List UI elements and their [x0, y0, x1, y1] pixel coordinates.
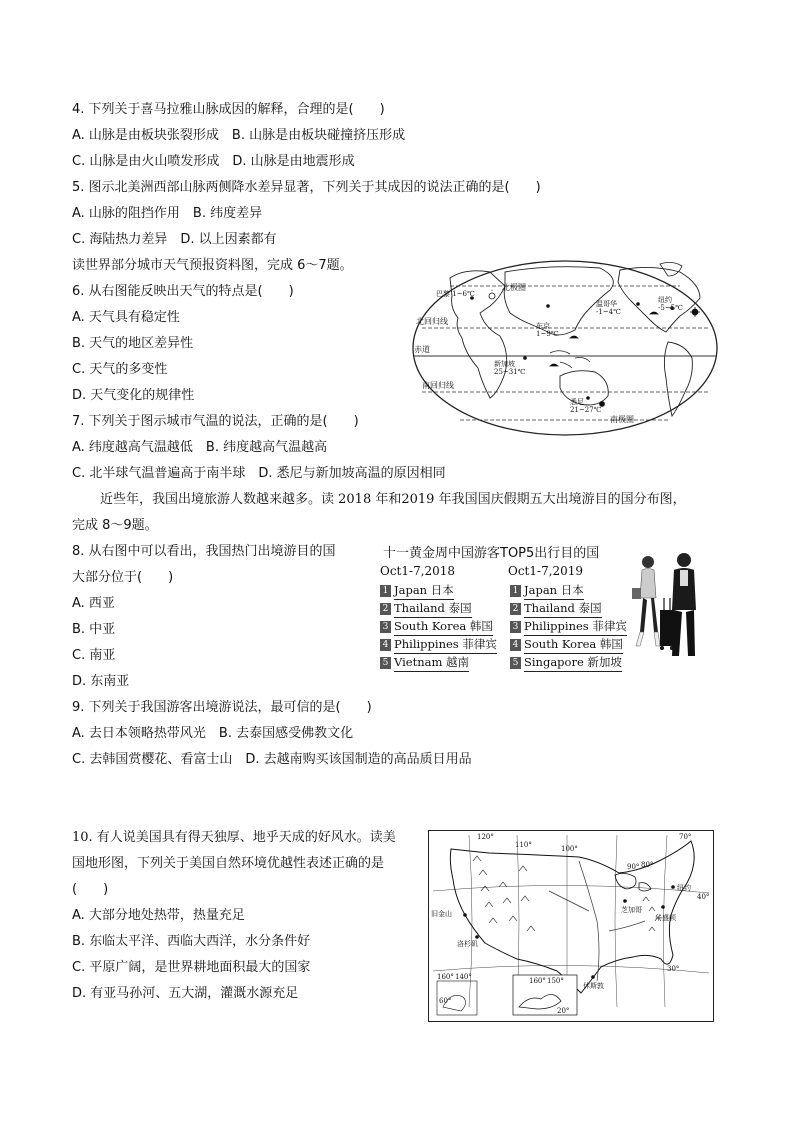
rank-number: 1	[380, 585, 391, 597]
city-los-angeles: 洛杉矶	[457, 940, 478, 948]
rank-2018-4	[380, 636, 497, 654]
q7-options-ab: A. 纬度越高气温越低 B. 纬度越高气温越高	[72, 440, 328, 455]
rank-country: Vietnam 越南	[394, 654, 469, 672]
q9-stem: 9. 下列关于我国游客出境游说法，最可信的是( )	[72, 700, 372, 715]
city-temp: 21~27℃	[570, 406, 602, 414]
intro-8-9-line2: 完成 8～9题。	[72, 518, 158, 533]
lon-100: 100°	[561, 845, 578, 853]
q6-stem: 6. 从右图能反映出天气的特点是( )	[72, 284, 294, 299]
lon-120: 120°	[477, 833, 494, 841]
city-washington: 华盛顿	[655, 914, 676, 922]
label-tropic-cancer: 北回归线	[416, 317, 448, 326]
column-heading-2019: Oct1-7,2019	[508, 564, 584, 578]
label-arctic-circle: 北极圈	[502, 283, 526, 292]
rank-country: Singapore 新加坡	[524, 654, 622, 672]
q6-option-d: D. 天气变化的规律性	[72, 388, 195, 403]
q5-options-cd: C. 海陆热力差异 D. 以上因素都有	[72, 232, 277, 247]
q10-stem-line3: ( )	[72, 882, 109, 897]
city-temp: 1~9℃	[536, 330, 559, 338]
city-name: 东京	[536, 322, 550, 330]
rank-number: 2	[380, 603, 391, 615]
city-sydney	[570, 398, 602, 414]
rank-country: Philippines 菲律宾	[524, 618, 627, 636]
rank-number: 4	[380, 639, 391, 651]
city-name: 纽约	[658, 296, 672, 304]
inset-label-160b: 160°	[529, 977, 546, 985]
q10-option-c: C. 平原广阔，是世界耕地面积最大的国家	[72, 960, 311, 975]
q9-options-cd: C. 去韩国赏樱花、看富士山 D. 去越南购买该国制造的高品质日用品	[72, 752, 472, 767]
city-temp: -5~5℃	[658, 304, 683, 312]
inset-label-20: 20°	[557, 1007, 570, 1015]
q5-options-ab: A. 山脉的阻挡作用 B. 纬度差异	[72, 206, 263, 221]
rank-country: Philippines 菲律宾	[394, 636, 497, 654]
rank-country: Japan 日本	[524, 582, 584, 600]
q8-option-b: B. 中亚	[72, 622, 116, 637]
rank-2018-3	[380, 618, 493, 636]
q10-stem-line2: 国地形图，下列关于美国自然环境优越性表述正确的是	[72, 856, 385, 871]
city-temp: 25~31℃	[494, 368, 526, 376]
city-houston: 休斯敦	[583, 982, 604, 990]
q8-stem-line2: 大部分位于( )	[72, 570, 174, 585]
lat-30: 30°	[667, 965, 680, 973]
inset-label-60: 60°	[439, 997, 452, 1005]
lon-80: 80°	[641, 861, 654, 869]
column-heading-2018: Oct1-7,2018	[380, 564, 456, 578]
city-singapore	[494, 360, 526, 376]
rank-country: Thailand 泰国	[394, 600, 472, 618]
lon-90: 90°	[627, 863, 640, 871]
rank-number: 5	[510, 657, 521, 669]
rank-number: 5	[380, 657, 391, 669]
rank-2019-1	[510, 582, 584, 600]
rank-country: South Korea 韩国	[394, 618, 493, 636]
q10-stem-line1: 10. 有人说美国具有得天独厚、地乎天成的好风水。读美	[72, 830, 396, 845]
q4-stem: 4. 下列关于喜马拉雅山脉成因的解释，合理的是( )	[72, 102, 385, 117]
q5-stem: 5. 图示北美洲西部山脉两侧降水差异显著，下列关于其成因的说法正确的是( )	[72, 180, 541, 195]
city-vancouver	[596, 300, 621, 316]
rank-2018-2	[380, 600, 472, 618]
q6-option-c: C. 天气的多变性	[72, 362, 168, 377]
city-new-york	[658, 296, 683, 312]
rank-number: 2	[510, 603, 521, 615]
inset-label-140: 140°	[455, 973, 472, 981]
q7-stem: 7. 下列关于图示城市气温的说法，正确的是( )	[72, 414, 359, 429]
rank-number: 3	[380, 621, 391, 633]
q7-options-cd: C. 北半球气温普遍高于南半球 D. 悉尼与新加坡高温的原因相同	[72, 466, 446, 481]
city-name: 悉尼	[570, 398, 584, 406]
q8-option-c: C. 南亚	[72, 648, 116, 663]
rank-2018-5	[380, 654, 469, 672]
world-map-graphic	[410, 258, 720, 438]
rank-country: Japan 日本	[394, 582, 454, 600]
city-name: 巴黎	[436, 290, 450, 298]
city-name: 温哥华	[596, 300, 617, 308]
rank-2019-4	[510, 636, 623, 654]
rank-number: 3	[510, 621, 521, 633]
q4-options-ab: A. 山脉是由板块张裂形成 B. 山脉是由板块碰撞挤压形成	[72, 128, 406, 143]
city-temp: 1~6℃	[452, 290, 475, 298]
lon-110: 110°	[515, 841, 532, 849]
travelers-illustration	[626, 548, 718, 666]
rank-2018-1	[380, 582, 454, 600]
q4-options-cd: C. 山脉是由火山喷发形成 D. 山脉是由地震形成	[72, 154, 355, 169]
travel-table-title: 十一黄金周中国游客TOP5出行目的国	[383, 546, 600, 561]
city-chicago: 芝加哥	[621, 906, 642, 914]
us-map-graphic	[429, 831, 713, 1021]
q8-option-a: A. 西亚	[72, 596, 115, 611]
rank-country: Thailand 泰国	[524, 600, 602, 618]
city-tokyo	[536, 322, 559, 338]
us-terrain-map	[428, 830, 714, 1022]
inset-label-160a: 160°	[437, 973, 454, 981]
q6-option-a: A. 天气具有稳定性	[72, 310, 180, 325]
q10-option-b: B. 东临太平洋、西临大西洋，水分条件好	[72, 934, 311, 949]
city-paris	[436, 290, 475, 298]
rank-number: 1	[510, 585, 521, 597]
city-temp: -1~4℃	[596, 308, 621, 316]
label-tropic-capricorn: 南回归线	[422, 381, 454, 390]
rank-number: 4	[510, 639, 521, 651]
q10-option-d: D. 有亚马孙河、五大湖，灌溉水源充足	[72, 986, 299, 1001]
world-weather-map	[410, 258, 720, 438]
lon-70: 70°	[679, 833, 692, 841]
city-new-york-us: 纽约	[677, 884, 691, 892]
label-equator: 赤道	[414, 345, 430, 354]
q9-options-ab: A. 去日本领略热带风光 B. 去泰国感受佛教文化	[72, 726, 354, 741]
lat-40: 40°	[697, 893, 710, 901]
label-antarctic-circle: 南极圈	[610, 415, 634, 424]
rank-2019-2	[510, 600, 602, 618]
inset-label-150: 150°	[547, 977, 564, 985]
intro-6-7: 读世界部分城市天气预报资料图，完成 6～7题。	[72, 258, 353, 273]
q10-option-a: A. 大部分地处热带，热量充足	[72, 908, 245, 923]
city-san-francisco: 旧金山	[431, 910, 452, 918]
intro-8-9-line1: 近些年，我国出境旅游人数越来越多。读 2018 年和2019 年我国国庆假期五大出境游目的国分布图，	[100, 492, 686, 507]
rank-country: South Korea 韩国	[524, 636, 623, 654]
q8-option-d: D. 东南亚	[72, 674, 130, 689]
city-name: 新加坡	[494, 360, 515, 368]
rank-2019-5	[510, 654, 622, 672]
q8-stem-line1: 8. 从右图中可以看出，我国热门出境游目的国	[72, 544, 336, 559]
q6-option-b: B. 天气的地区差异性	[72, 336, 194, 351]
rank-2019-3	[510, 618, 627, 636]
